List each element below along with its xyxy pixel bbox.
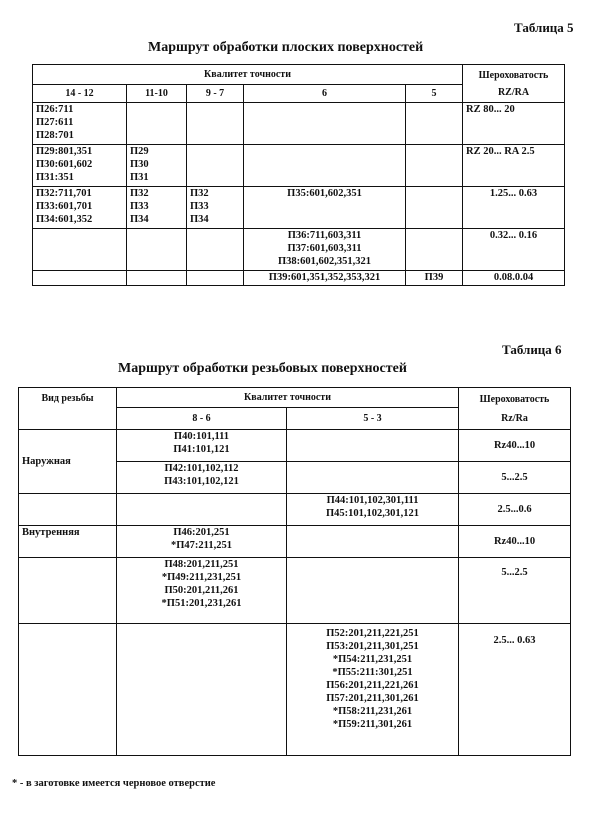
table-cell (287, 558, 459, 624)
roughness-value: RZ 20... RA 2.5 (463, 145, 565, 187)
route-entry: П42:101,102,112 (164, 463, 239, 474)
route-entry: П43:101,102,121 (164, 476, 239, 487)
thread-type-internal: Внутренняя (19, 526, 117, 558)
table-cell (406, 229, 463, 271)
table5-col-11-10: 11-10 (127, 85, 187, 103)
route-entry: П33:601,701 (36, 201, 93, 212)
table6-roughness-label: Шероховатость (479, 393, 550, 405)
table5-col-9-7: 9 - 7 (187, 85, 244, 103)
table5 (32, 64, 565, 286)
table5-roughness-header (463, 65, 565, 103)
route-entry: П39:601,351,352,353,321 (268, 272, 381, 283)
table-cell (33, 229, 127, 271)
table6-col-5-3: 5 - 3 (287, 408, 459, 430)
table-cell (33, 103, 127, 145)
table5-title: Маршрут обработки плоских поверхностей (148, 40, 424, 55)
table-row (19, 430, 571, 462)
table5-col-14-12: 14 - 12 (33, 85, 127, 103)
route-entry: П34 (130, 214, 149, 225)
route-entry: П31:351 (36, 172, 74, 183)
roughness-value: 2.5... 0.63 (459, 624, 571, 756)
table6-roughness-sub: Rz/Ra (501, 412, 528, 424)
route-entry: П29 (130, 146, 149, 157)
table-cell (244, 145, 406, 187)
table-row (33, 187, 565, 229)
table-cell (244, 103, 406, 145)
roughness-value: 0.08.0.04 (463, 271, 565, 286)
table-cell (19, 494, 117, 526)
table-cell (127, 145, 187, 187)
table-cell (406, 103, 463, 145)
table-cell (117, 430, 287, 462)
route-entry: П41:101,121 (173, 444, 230, 455)
roughness-value: 1.25... 0.63 (463, 187, 565, 229)
table-cell (127, 229, 187, 271)
table-cell (127, 271, 187, 286)
table-cell (406, 271, 463, 286)
route-entry: П32 (190, 188, 209, 199)
route-entry: П57:201,211,301,261 (326, 693, 419, 704)
route-entry: *П51:201,231,261 (161, 598, 242, 609)
route-entry: *П54:211,231,251 (332, 654, 413, 665)
route-entry: П36:711,603,311 (287, 230, 362, 241)
table-cell (244, 229, 406, 271)
route-entry: П45:101,102,301,121 (325, 508, 420, 519)
table5-roughness-label: Шероховатость (478, 69, 549, 81)
table-cell (117, 526, 287, 558)
table5-header-row1 (33, 65, 565, 85)
route-entry: П56:201,211,221,261 (326, 680, 419, 691)
route-entry: П32:711,701 (36, 188, 92, 199)
table-cell (187, 103, 244, 145)
table-cell (33, 271, 127, 286)
table-cell (406, 187, 463, 229)
table5-roughness-sub: RZ/RA (497, 86, 530, 98)
table-cell (117, 494, 287, 526)
roughness-value: 2.5...0.6 (459, 494, 571, 526)
table-cell (33, 187, 127, 229)
table-row (33, 103, 565, 145)
route-entry: П50:201,211,261 (164, 585, 239, 596)
table-cell (127, 103, 187, 145)
table-cell (287, 526, 459, 558)
table-row (19, 558, 571, 624)
table-cell (127, 187, 187, 229)
table-row (19, 494, 571, 526)
table6 (18, 387, 571, 756)
table5-col-6: 6 (244, 85, 406, 103)
table-row (33, 145, 565, 187)
thread-type-external: Наружная (19, 430, 117, 494)
table-cell (287, 430, 459, 462)
route-entry: П48:201,211,251 (164, 559, 239, 570)
route-entry: П27:611 (36, 117, 74, 128)
route-entry: П29:801,351 (36, 146, 93, 157)
table6-col-8-6: 8 - 6 (117, 408, 287, 430)
table-cell (33, 145, 127, 187)
table-cell (187, 229, 244, 271)
route-entry: П30 (130, 159, 149, 170)
route-entry: *П58:211,231,261 (332, 706, 413, 717)
route-entry: П32 (130, 188, 149, 199)
table-row (19, 526, 571, 558)
route-entry: П44:101,102,301,111 (326, 495, 419, 506)
route-entry: П39 (424, 272, 444, 283)
table-cell (117, 624, 287, 756)
table-row (19, 624, 571, 756)
table6-title: Маршрут обработки резьбовых поверхностей (118, 361, 407, 376)
route-entry: *П59:211,301,261 (332, 719, 413, 730)
table-cell (287, 494, 459, 526)
route-entry: П31 (130, 172, 149, 183)
table6-header-group: Квалитет точности (117, 388, 459, 408)
roughness-value: 5...2.5 (459, 462, 571, 494)
route-entry: П33 (190, 201, 209, 212)
table-cell (117, 558, 287, 624)
route-entry: П33 (130, 201, 149, 212)
route-entry: П46:201,251 (173, 527, 230, 538)
table-cell (287, 462, 459, 494)
table-cell (244, 187, 406, 229)
route-entry: П34 (190, 214, 209, 225)
table5-col-5: 5 (406, 85, 463, 103)
table6-number: Таблица 6 (502, 342, 562, 357)
route-entry: *П55:211:301,251 (332, 667, 413, 678)
route-entry: П53:201,211,301,251 (326, 641, 419, 652)
table5-number: Таблица 5 (514, 20, 574, 35)
footnote: * - в заготовке имеется черновое отверстие (12, 778, 216, 789)
table-cell (19, 624, 117, 756)
table6-roughness-header (459, 388, 571, 430)
table-row (33, 229, 565, 271)
table-cell (287, 624, 459, 756)
route-entry: *П47:211,251 (171, 540, 232, 551)
roughness-value: Rz40...10 (459, 526, 571, 558)
roughness-value: 5...2.5 (459, 558, 571, 624)
table-cell (187, 187, 244, 229)
table6-header-row1 (19, 388, 571, 408)
table-cell (187, 271, 244, 286)
table-cell (117, 462, 287, 494)
table-cell (244, 271, 406, 286)
route-entry: *П49:211,231,251 (161, 572, 242, 583)
roughness-value: RZ 80... 20 (463, 103, 565, 145)
table-cell (19, 558, 117, 624)
roughness-value: Rz40...10 (459, 430, 571, 462)
route-entry: П37:601,603,311 (287, 243, 362, 254)
table-cell (187, 145, 244, 187)
route-entry: П35:601,602,351 (287, 188, 362, 199)
route-entry: П40:101,111 (173, 431, 230, 442)
table-cell (406, 145, 463, 187)
route-entry: П28:701 (36, 130, 74, 141)
table6-col-type: Вид резьбы (19, 388, 117, 430)
table5-header-group: Квалитет точности (33, 65, 463, 85)
route-entry: П34:601,352 (36, 214, 93, 225)
route-entry: П30:601,602 (36, 159, 93, 170)
route-entry: П26:711 (36, 104, 74, 115)
table-row (33, 271, 565, 286)
roughness-value: 0.32... 0.16 (463, 229, 565, 271)
route-entry: П38:601,602,351,321 (277, 256, 372, 267)
route-entry: П52:201,211,221,251 (326, 628, 419, 639)
